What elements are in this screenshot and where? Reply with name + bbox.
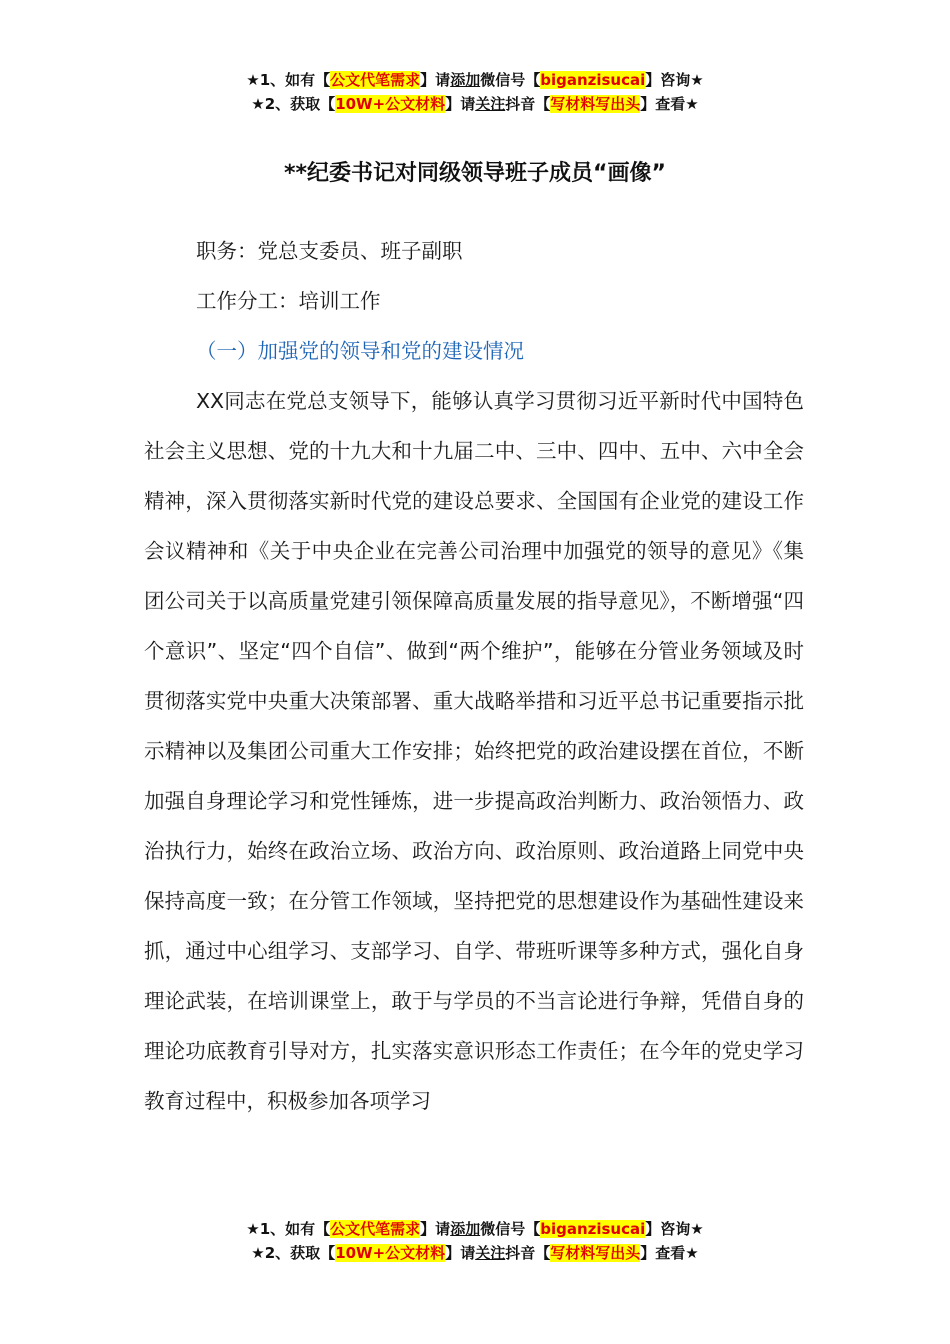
section-heading: （一）加强党的领导和党的建设情况 [196,339,524,363]
highlight-materials: 10W+公文材料 [335,1244,446,1262]
highlight-douyin-account: 写材料写出头 [550,95,641,113]
notice-line-2: ★2、获取【10W+公文材料】请关注抖音【写材料写出头】查看★ [251,95,699,113]
footer-notice [0,1217,950,1265]
highlight-douyin-account: 写材料写出头 [550,1244,641,1262]
highlight-service: 公文代笔需求 [330,1220,421,1238]
highlight-wechat-id: biganzisucai [540,71,646,89]
body-paragraph: XX同志在党总支领导下，能够认真学习贯彻习近平新时代中国特色社会主义思想、党的十九大和十九届二中、三中、四中、五中、六中全会精神，深入贯彻落实新时代党的建设总要求、全国国有企业党的建设工作会议精神和《关于中央企业在完善公司治理中加强党的领导的意见》《集团公司关于以高质量党建引领保障高质量发展的指导意见》，不断增强“四个意识”、坚定“四个自信”、做到“两个维护”，能够在分管业务领域及时贯彻落实党中央重大决策部署、重大战略举措和习近平总书记重要指示批示精神以及集团公司重大工作安排；始终把党的政治建设摆在首位，不断加强自身理论学习和党性锤炼，进一步提高政治判断力、政治领悟力、政治执行力，始终在政治立场、政治方向、政治原则、政治道路上同党中央保持高度一致；在分管工作领域，坚持把党的思想建设作为基础性建设来抓，通过中心组学习、支部学习、自学、带班听课等多种方式，强化自身理论武装，在培训课堂上，敢于与学员的不当言论进行争辩，凭借自身的理论功底教育引导对方，扎实落实意识形态工作责任；在今年的党史学习教育过程中，积极参加各项学习 [144,389,804,1113]
position-line: 职务：党总支委员、班子副职 [196,239,463,263]
document-title: **纪委书记对同级领导班子成员“画像” [284,161,666,186]
notice-line-1: ★1、如有【公文代笔需求】请添加微信号【biganzisucai】咨询★ [246,71,704,89]
notice-line-1: ★1、如有【公文代笔需求】请添加微信号【biganzisucai】咨询★ [246,1220,704,1238]
division-line: 工作分工：培训工作 [196,289,381,313]
document-body [144,226,804,1126]
highlight-service: 公文代笔需求 [330,71,421,89]
notice-line-2: ★2、获取【10W+公文材料】请关注抖音【写材料写出头】查看★ [251,1244,699,1262]
header-notice [0,68,950,116]
highlight-wechat-id: biganzisucai [540,1220,646,1238]
highlight-materials: 10W+公文材料 [335,95,446,113]
